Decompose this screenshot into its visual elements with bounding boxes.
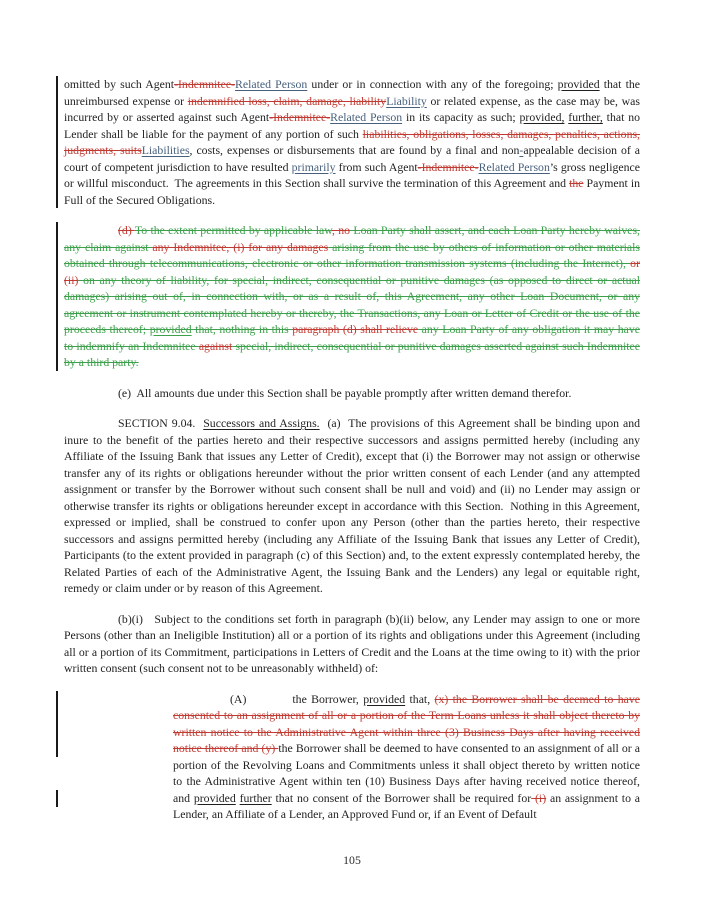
text-run: omitted by such Agent: [64, 77, 175, 91]
text-run: -Indemnitee-: [417, 159, 479, 174]
text-run: (A): [230, 691, 247, 706]
text-run: or (ii): [64, 256, 640, 287]
text-run: indemnified loss, claim, damage, liability: [187, 93, 387, 108]
text-run: (x) the Borrower shall be deemed to have consented to an assignment of all or a portion of the Term Loans unless it shall object thereto by written notice to the Administrative Agent within three (3) Business Days after having received notice thereof and (y): [173, 691, 640, 755]
text-run: (i): [531, 790, 547, 805]
text-run: appealable decision of a court of competent jurisdiction to have resulted: [64, 143, 640, 174]
text-run: special, indirect, consequential or punitive damages asserted against such Indemnitee by a third party.: [64, 338, 640, 369]
text-run: provided: [557, 77, 600, 91]
change-bar: [56, 222, 58, 371]
text-run: (a) The provisions of this Agreement shall be binding upon and inure to the benefit of the parties hereto and their respective successors and assigns permitted hereby (including any Affiliate of the Issuing Bank that issues any Letter of Credit), except that (i) the Borrower may not assign or otherwise transfer any of its rights or obligations hereunder without the prior written consent of each Lender (and any attempted assignment or transfer by the Borrower without such consent shall be null and void) and (ii) no Lender may assign or otherwise transfer its rights or obligations hereunder except in accordance with this Section. Nothing in this Agreement, expressed or implied, shall be construed to confer upon any Person (other than the parties hereto, their respective successors and assigns permitted hereby (including any Affiliate of the Issuing Bank that issues any Letter of Credit), Participants (to the extent provided in paragraph (c) of this Section) and, to the extent expressly contemplated hereby, the Related Parties of each of the Administrative Agent, the Issuing Bank and the Lenders) any legal or equitable right, remedy or claim under or by reason of this Agreement.: [64, 416, 640, 595]
text-run: that,: [405, 691, 435, 706]
text-run: on any theory of liability, for special, indirect, consequential or punitive damages (as opposed to direct or actual damages) arising out of, in connection with, or as a result of, this Agreement, any other Loan Document, or any agreement or instrument contemplated hereby or thereby, the Transactions, any Loan or Letter of Credit or the use of the proceeds thereof;: [64, 272, 640, 336]
text-run: Liabilities: [141, 143, 190, 157]
text-run: Related Person: [234, 77, 308, 91]
text-run: provided: [363, 691, 406, 706]
text-run: the Borrower shall be deemed to have consented to an assignment of all or a portion of the Revolving Loans and Commitments unless it shall object thereto by written notice to the Administrative Agent within ten (10) Business Days after having received notice thereof, and: [173, 741, 640, 805]
text-run: that, nothing in this: [191, 322, 293, 336]
text-run: , costs, expenses or disbursements that are found by a final and non: [189, 143, 520, 157]
text-run: provided: [149, 322, 192, 336]
text-run: provided,: [519, 110, 565, 124]
text-run: -: [519, 143, 524, 157]
text-run: Related Person: [330, 110, 403, 124]
para-indemnity-continuation: [64, 76, 640, 208]
text-run: , no: [332, 223, 351, 237]
text-run: the: [569, 176, 584, 190]
text-run: (e) All amounts due under this Section shall be payable promptly after written demand therefor.: [118, 385, 572, 400]
text-run: Liability: [386, 93, 427, 108]
text-run: ’s gross negligence or willful misconduct. The agreements in this Section shall survive the termination of this Agreement and: [64, 159, 640, 190]
text-run: Payment in Full of the Secured Obligations.: [64, 176, 641, 207]
text-run: that the unreimbursed expense or: [64, 77, 640, 108]
text-run: provided: [193, 790, 236, 805]
text-run: the Borrower,: [292, 691, 364, 706]
text-run: any Indemnitee, (i) for any damages: [152, 239, 329, 254]
text-run: further: [239, 790, 272, 805]
text-run: Related Person: [478, 159, 550, 174]
para-d-deleted: [64, 222, 640, 371]
text-run: primarily: [291, 159, 336, 174]
text-run: (d): [118, 223, 135, 237]
para-section-9-04: [64, 415, 640, 597]
text-run: -Indemnitee-: [174, 77, 235, 91]
text-run: or related expense, as the case may be, was incurred by or asserted against such Agent: [64, 93, 640, 124]
change-bar: [56, 790, 58, 807]
text-run: arising from the use by others of information or other materials obtained through telecommunications, electronic or other information transmission systems (including the Internet),: [64, 239, 640, 270]
text-run: paragraph (d) shall relieve: [292, 322, 419, 336]
para-b-i: [64, 611, 640, 677]
text-run: -Indemnitee-: [269, 110, 331, 124]
para-e: [64, 385, 640, 402]
text-run: Loan Party shall assert, and each Loan Party hereby waives, any claim against: [64, 223, 640, 254]
text-run: any Loan Party of any obligation it may have to indemnify an Indemnitee: [64, 322, 640, 353]
para-clause-A: [173, 691, 640, 823]
change-bar: [56, 76, 58, 208]
text-run: SECTION 9.04.: [118, 416, 204, 430]
change-bar: [56, 691, 58, 757]
text-run: in its capacity as such;: [402, 110, 520, 124]
text-run: an assignment to a Lender, an Affiliate of a Lender, an Approved Fund or, if an Event of Default: [173, 790, 641, 821]
text-run: liabilities, obligations, losses, damages, penalties, actions, judgments, suits: [64, 126, 641, 157]
page-content: [64, 76, 640, 837]
text-run: Successors and Assigns.: [203, 416, 320, 430]
text-run: under or in connection with any of the foregoing;: [307, 77, 558, 91]
text-run: from such Agent: [335, 159, 418, 174]
text-run: that no consent of the Borrower shall be required for: [271, 790, 532, 805]
text-run: further,: [568, 110, 603, 124]
page-number: 105: [343, 853, 361, 867]
text-run: against: [198, 338, 233, 353]
text-run: (b)(i) Subject to the conditions set forth in paragraph (b)(ii) below, any Lender may assign to one or more Persons (other than an Ineligible Institution) all or a portion of its rights and obligations under this Agreement (including all or a portion of its Commitment, participations in Letters of Credit and the Loans at the time owing to it) with the prior written consent (such consent not to be unreasonably withheld) of:: [64, 611, 640, 675]
text-run: that no Lender shall be liable for the payment of any portion of such: [64, 110, 641, 141]
text-run: To the extent permitted by applicable law: [134, 223, 332, 237]
